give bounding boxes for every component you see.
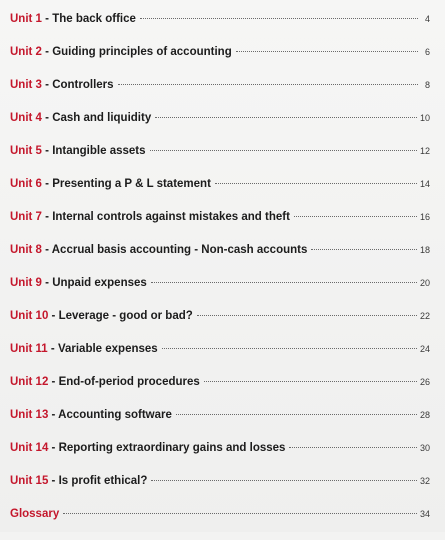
toc-entry-unit-13[interactable] [10,408,430,441]
glossary-label: Glossary [10,508,60,520]
separator: - [48,442,59,454]
toc-entry-label [10,375,200,389]
toc-entry-unit-3[interactable] [10,78,430,111]
toc-entry-unit-14[interactable] [10,441,430,474]
unit-number: Unit 3 [10,79,42,91]
page-number: 34 [419,509,430,519]
dot-leader [197,315,417,316]
toc-entry-unit-5[interactable] [10,144,430,177]
toc-entry-label [10,210,290,224]
unit-number: Unit 2 [10,46,42,58]
dot-leader [289,447,417,448]
unit-title: The back office [52,13,136,25]
toc-entry-label [10,276,147,290]
unit-number: Unit 12 [10,376,49,388]
table-of-contents [10,12,430,540]
page-number: 12 [419,146,430,156]
toc-entry-label [10,78,114,92]
toc-entry-unit-15[interactable] [10,474,430,507]
toc-entry-unit-6[interactable] [10,177,430,210]
page-number: 8 [424,80,430,90]
unit-title: Accrual basis accounting - Non-cash accounts [51,244,308,256]
separator: - [41,145,53,157]
unit-number: Unit 1 [10,13,42,25]
dot-leader [294,216,417,217]
toc-entry-label [10,408,172,422]
toc-entry-label [10,507,59,521]
separator: - [48,310,59,322]
unit-title: Is profit ethical? [58,475,148,487]
toc-entry-label [10,111,151,125]
page-number: 14 [419,179,430,189]
toc-entry-label [10,144,146,158]
unit-title: Intangible assets [52,145,146,157]
page-number: 16 [419,212,430,222]
unit-title: Leverage - good or bad? [58,310,193,322]
toc-entry-label [10,177,211,191]
dot-leader [311,249,417,250]
unit-number: Unit 15 [10,475,49,487]
unit-number: Unit 11 [10,343,48,355]
page-number: 28 [419,410,430,420]
unit-title: Guiding principles of accounting [52,46,232,58]
separator: - [41,46,53,58]
toc-entry-label [10,45,232,59]
page-number: 10 [419,113,430,123]
separator: - [41,178,53,190]
unit-number: Unit 4 [10,112,42,124]
separator: - [48,409,59,421]
dot-leader [236,51,418,52]
toc-entry-label [10,12,136,26]
separator: - [41,79,53,91]
dot-leader [151,282,417,283]
toc-entry-unit-2[interactable] [10,45,430,78]
unit-title: Presenting a P & L statement [52,178,211,190]
page-number: 22 [419,311,430,321]
toc-entry-unit-10[interactable] [10,309,430,342]
dot-leader [150,150,417,151]
page-number: 30 [419,443,430,453]
dot-leader [162,348,417,349]
unit-title: End-of-period procedures [58,376,200,388]
unit-title: Variable expenses [57,343,158,355]
dot-leader [140,18,418,19]
separator: - [48,475,59,487]
unit-number: Unit 13 [10,409,49,421]
toc-entry-unit-7[interactable] [10,210,430,243]
unit-number: Unit 5 [10,145,42,157]
unit-title: Unpaid expenses [52,277,147,289]
toc-entry-label [10,441,285,455]
unit-title: Cash and liquidity [52,112,152,124]
page-number: 24 [419,344,430,354]
dot-leader [215,183,417,184]
page-number: 26 [419,377,430,387]
toc-entry-unit-12[interactable] [10,375,430,408]
separator: - [41,112,53,124]
dot-leader [151,480,417,481]
dot-leader [176,414,417,415]
toc-entry-unit-9[interactable] [10,276,430,309]
unit-title: Controllers [52,79,114,91]
page-number: 4 [424,14,430,24]
unit-number: Unit 9 [10,277,42,289]
unit-number: Unit 10 [10,310,49,322]
toc-entry-glossary[interactable] [10,507,430,540]
separator: - [41,277,53,289]
unit-number: Unit 8 [10,244,42,256]
separator: - [41,211,53,223]
unit-number: Unit 14 [10,442,49,454]
unit-title: Internal controls against mistakes and theft [52,211,290,223]
toc-entry-unit-11[interactable] [10,342,430,375]
unit-number: Unit 6 [10,178,42,190]
dot-leader [204,381,417,382]
toc-entry-unit-4[interactable] [10,111,430,144]
toc-entry-label [10,342,158,356]
separator: - [41,244,52,256]
page-number: 20 [419,278,430,288]
page-number: 32 [419,476,430,486]
toc-entry-label [10,474,147,488]
toc-entry-unit-1[interactable] [10,12,430,45]
dot-leader [63,513,417,514]
toc-entry-unit-8[interactable] [10,243,430,276]
separator: - [47,343,58,355]
page-number: 6 [424,47,430,57]
dot-leader [118,84,418,85]
separator: - [41,13,53,25]
toc-entry-label [10,309,193,323]
toc-entry-label [10,243,307,257]
page-number: 18 [419,245,430,255]
separator: - [48,376,59,388]
unit-number: Unit 7 [10,211,42,223]
unit-title: Reporting extraordinary gains and losses [58,442,286,454]
dot-leader [155,117,417,118]
unit-title: Accounting software [58,409,172,421]
